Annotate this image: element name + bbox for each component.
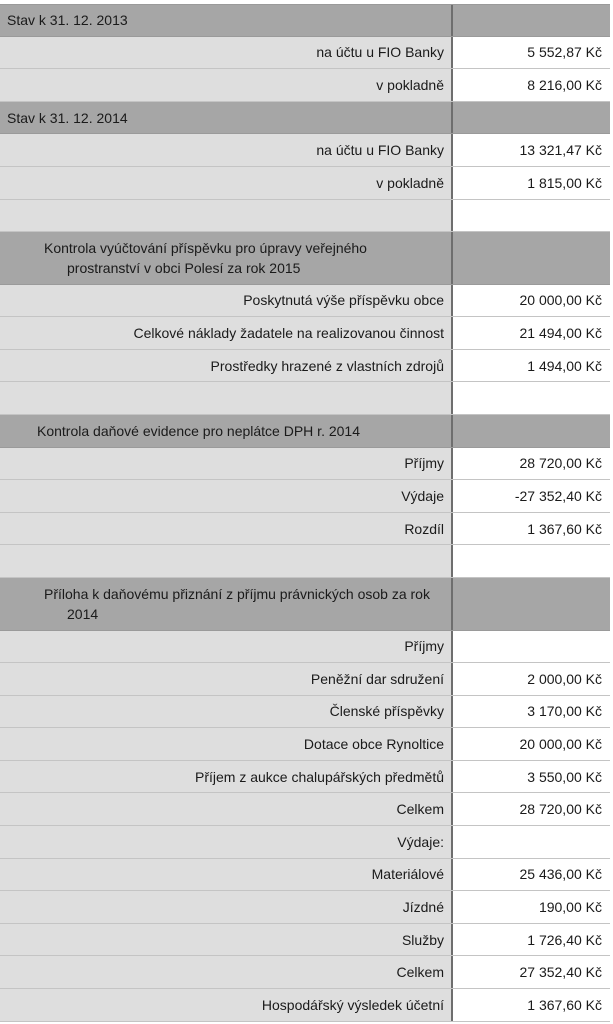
table-row (0, 350, 610, 383)
table-row (0, 167, 610, 200)
label-cell[interactable]: Hospodářský výsledek účetní (0, 989, 453, 1021)
label-cell[interactable]: Příjmy (0, 448, 453, 480)
value-cell[interactable]: 25 436,00 Kč (453, 859, 610, 891)
table-row (0, 285, 610, 318)
value-cell[interactable]: 1 726,40 Kč (453, 924, 610, 956)
header-value-cell[interactable] (453, 578, 610, 630)
value-cell[interactable]: 5 552,87 Kč (453, 37, 610, 69)
value-cell[interactable]: 1 367,60 Kč (453, 513, 610, 545)
section-title (0, 584, 430, 624)
header-value-cell[interactable] (453, 232, 610, 284)
value-cell[interactable]: 8 216,00 Kč (453, 69, 610, 101)
value-cell[interactable] (453, 382, 610, 414)
label-cell[interactable]: Členské příspěvky (0, 696, 453, 728)
label-cell[interactable]: v pokladně (0, 69, 453, 101)
table-row (0, 448, 610, 481)
value-cell[interactable]: 28 720,00 Kč (453, 448, 610, 480)
label-cell[interactable]: Příjem z aukce chalupářských předmětů (0, 761, 453, 793)
table-row (0, 924, 610, 957)
table-row (0, 480, 610, 513)
value-cell[interactable] (453, 631, 610, 663)
table-row (0, 134, 610, 167)
value-cell[interactable] (453, 200, 610, 232)
header-value-cell[interactable] (453, 102, 610, 134)
empty-row (0, 545, 610, 578)
section-title-line-1: Příloha k daňovému přiznání z příjmu právnických osob za rok (44, 585, 430, 602)
label-cell[interactable] (0, 545, 453, 577)
section-header (0, 232, 610, 285)
table-row (0, 891, 610, 924)
label-cell[interactable]: Celkem (0, 793, 453, 825)
table-row (0, 37, 610, 70)
value-cell[interactable]: 1 367,60 Kč (453, 989, 610, 1021)
label-cell[interactable]: Celkem (0, 956, 453, 988)
table-row (0, 793, 610, 826)
table-row (0, 761, 610, 794)
section-header (0, 4, 610, 37)
label-cell[interactable]: na účtu u FIO Banky (0, 37, 453, 69)
table-row (0, 631, 610, 664)
table-row (0, 859, 610, 892)
label-cell[interactable]: v pokladně (0, 167, 453, 199)
label-cell[interactable]: na účtu u FIO Banky (0, 134, 453, 166)
financial-report-table (0, 4, 610, 1022)
empty-row (0, 382, 610, 415)
value-cell[interactable]: 1 815,00 Kč (453, 167, 610, 199)
label-cell[interactable] (0, 200, 453, 232)
section-title-line-2: prostranství v obci Polesí za rok 2015 (67, 259, 301, 276)
label-cell[interactable]: Poskytnutá výše příspěvku obce (0, 285, 453, 317)
header-cell[interactable] (0, 232, 453, 284)
section-title: Kontrola daňové evidence pro neplátce DPH r. 2014 (37, 422, 360, 439)
label-cell[interactable]: Celkové náklady žadatele na realizovanou činnost (0, 317, 453, 349)
label-cell[interactable] (0, 382, 453, 414)
table-row (0, 826, 610, 859)
label-cell[interactable]: Příjmy (0, 631, 453, 663)
label-cell[interactable]: Dotace obce Rynoltice (0, 728, 453, 760)
table-row (0, 728, 610, 761)
section-title: Stav k 31. 12. 2013 (7, 12, 128, 29)
label-cell[interactable]: Materiálové (0, 859, 453, 891)
table-row (0, 69, 610, 102)
table-row (0, 956, 610, 989)
header-cell[interactable] (0, 102, 453, 134)
header-value-cell[interactable] (453, 415, 610, 447)
value-cell[interactable]: 13 321,47 Kč (453, 134, 610, 166)
label-cell[interactable]: Jízdné (0, 891, 453, 923)
header-cell[interactable] (0, 578, 453, 630)
header-value-cell[interactable] (453, 5, 610, 36)
header-cell[interactable] (0, 415, 453, 447)
value-cell[interactable]: 21 494,00 Kč (453, 317, 610, 349)
table-row (0, 696, 610, 729)
value-cell[interactable] (453, 545, 610, 577)
label-cell[interactable]: Služby (0, 924, 453, 956)
label-cell[interactable]: Peněžní dar sdružení (0, 663, 453, 695)
table-row (0, 989, 610, 1022)
section-title: Stav k 31. 12. 2014 (7, 109, 128, 126)
value-cell[interactable]: 1 494,00 Kč (453, 350, 610, 382)
label-cell[interactable]: Rozdíl (0, 513, 453, 545)
value-cell[interactable]: -27 352,40 Kč (453, 480, 610, 512)
value-cell[interactable]: 27 352,40 Kč (453, 956, 610, 988)
value-cell[interactable]: 2 000,00 Kč (453, 663, 610, 695)
value-cell[interactable]: 28 720,00 Kč (453, 793, 610, 825)
table-row (0, 317, 610, 350)
value-cell[interactable]: 20 000,00 Kč (453, 728, 610, 760)
value-cell[interactable]: 3 170,00 Kč (453, 696, 610, 728)
section-title-line-1: Kontrola vyúčtování příspěvku pro úpravy veřejného (44, 239, 367, 256)
value-cell[interactable]: 20 000,00 Kč (453, 285, 610, 317)
label-cell[interactable]: Prostředky hrazené z vlastních zdrojů (0, 350, 453, 382)
value-cell[interactable]: 190,00 Kč (453, 891, 610, 923)
empty-row (0, 200, 610, 233)
value-cell[interactable] (453, 826, 610, 858)
value-cell[interactable]: 3 550,00 Kč (453, 761, 610, 793)
section-title-line-2: 2014 (67, 605, 99, 622)
header-cell[interactable] (0, 5, 453, 36)
table-row (0, 513, 610, 546)
section-header (0, 415, 610, 448)
table-row (0, 663, 610, 696)
section-header (0, 578, 610, 631)
section-header (0, 102, 610, 135)
section-title (0, 238, 367, 278)
label-cell[interactable]: Výdaje: (0, 826, 453, 858)
label-cell[interactable]: Výdaje (0, 480, 453, 512)
